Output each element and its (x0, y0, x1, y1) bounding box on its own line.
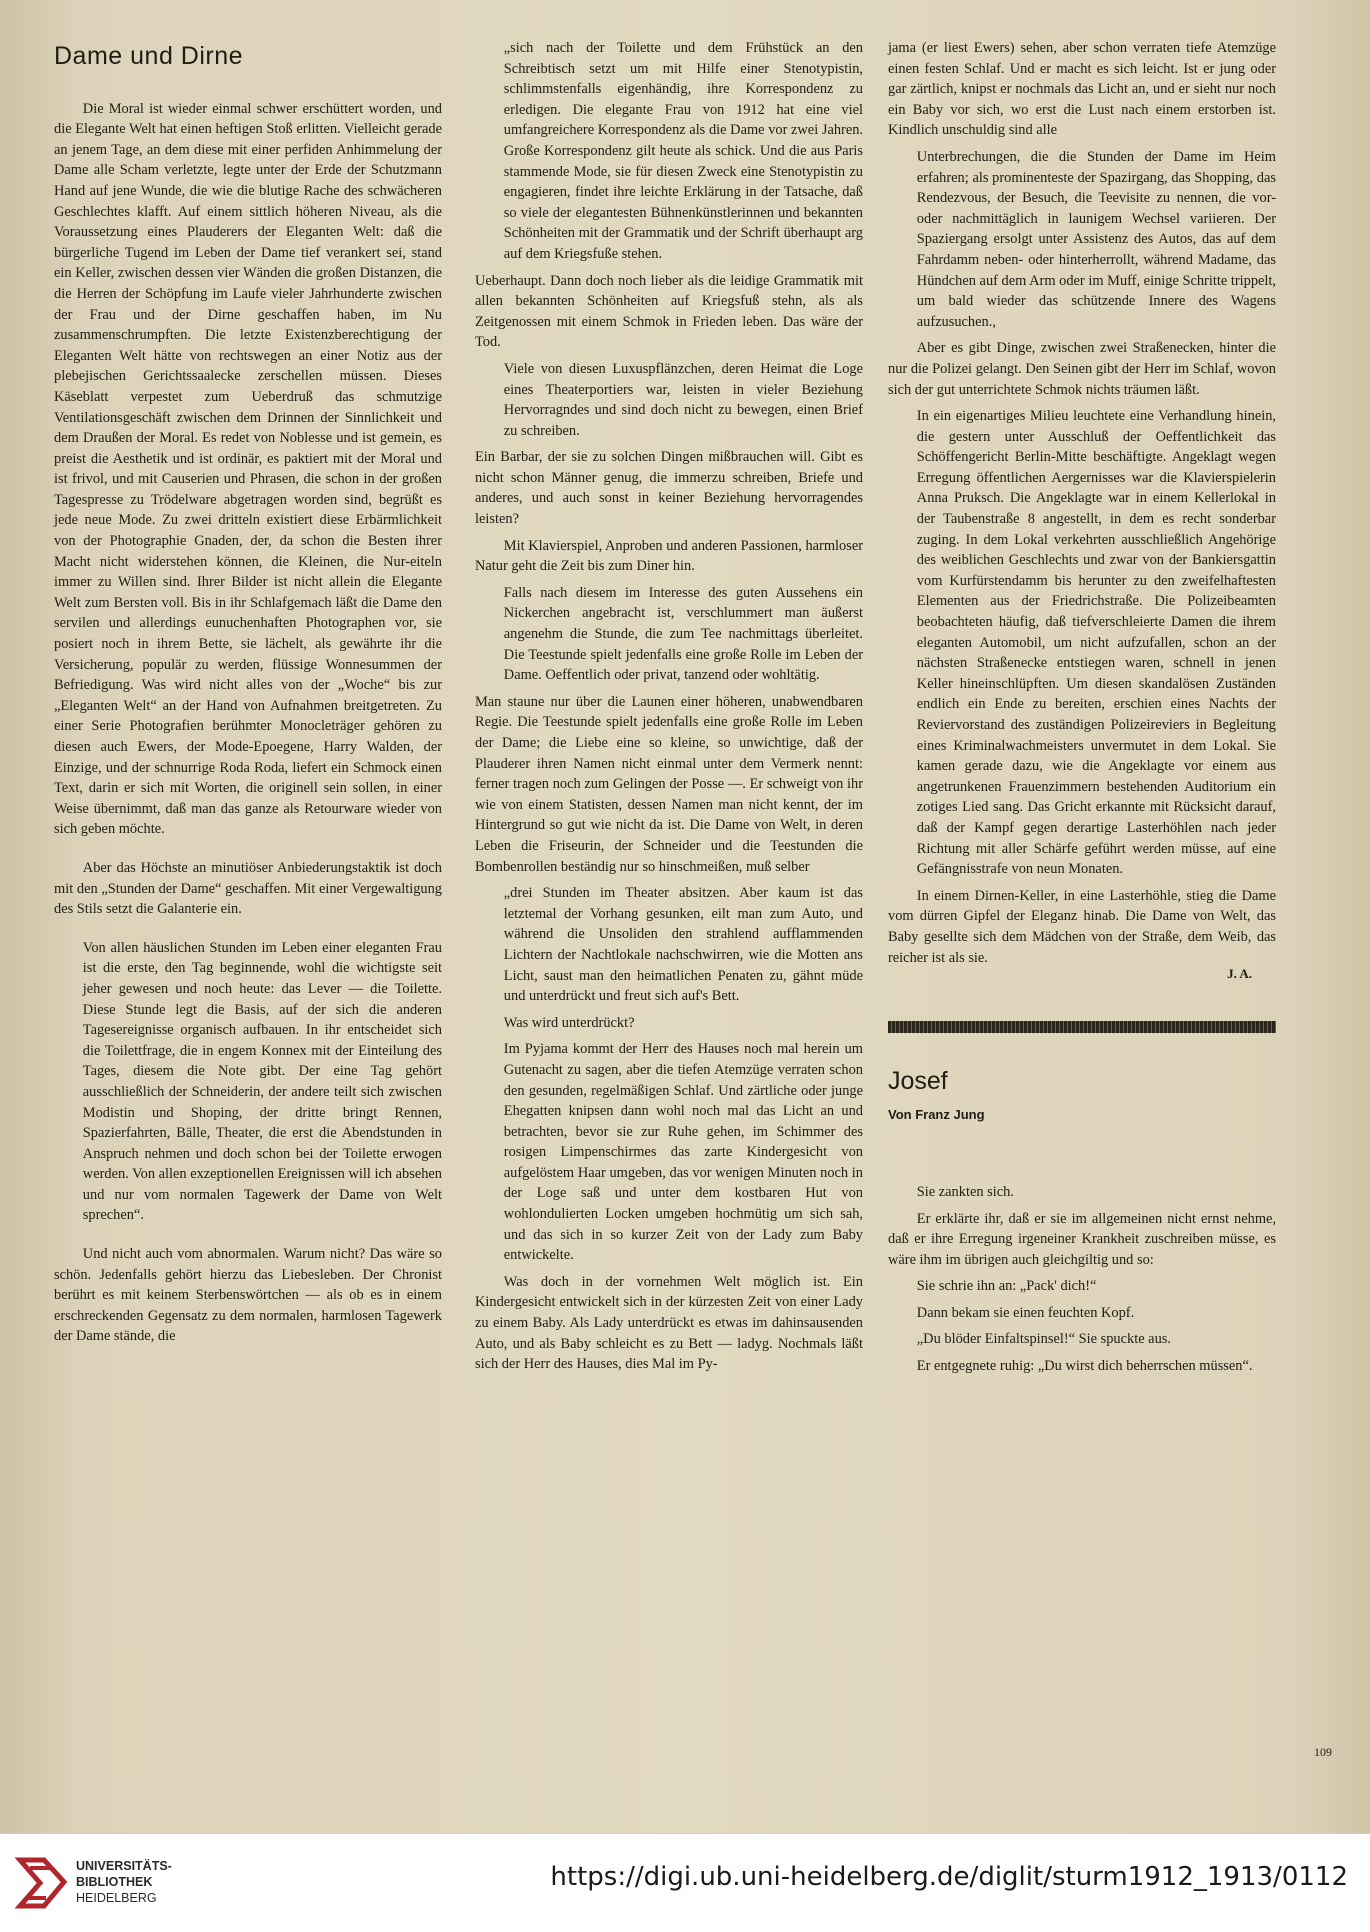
quote-paragraph: Von allen häuslichen Stunden im Leben einer eleganten Frau ist die erste, den Tag beginnende, wohl die wichtigste seit jeher gewesen und noch heute: das Lever — die Toilette. Diese Stunde legt die Basis, auf der sich die anderen Tagesereignisse organisch aufbauen. In ihr entscheidet sich die Toilettfrage, die in engem Konnex mit der Einteilung des Tages, diesem die Note gibt. Der eine Tag gehört ausschließlich der Schneiderin, der andere teilt sich zwischen Modistin und Shoping, der dritte bringt Rennen, Spazierfahrten, Bälle, Theater, die erst die Abendstunden in Anspruch nehmen und doch schon bei der Toilette erwogen werden. Von allen exzeptionellen Ereignissen will ich absehen und nur vom normalen Tagewerk der Dame von Welt sprechen“. (82, 939, 442, 1224)
quote-paragraph: Im Pyjama kommt der Herr des Hauses noch mal herein um Gutenacht zu sagen, aber die tiefen Atemzüge verraten schon den gesunden, regelmäßigen Schlaf. Und zärtliche oder junge Ehegatten knipsen dann wohl noch mal das Licht an und betrachten, bevor sie zur Ruhe gehen, im Schimmer des rosigen Limpenschirmes das zarte Kindergesicht von aufgelöstem Haar umgeben, das vor wenigen Minuten noch in der Loge saß und unter dem kostbaren Hut von wohlondulierten Locken umgeben hochmütig um sich sah, und das sich in so kurzer Zeit von der Lady zum Baby entwickelte. (503, 1041, 863, 1264)
quote-paragraph: „drei Stunden im Theater absitzen. Aber kaum ist das letztemal der Vorhang gesunken, eilt man zum Auto, und während die Unsoliden den strahlend aufflammenden Lichtern der Nachtlokale nachschwirren, wie die Motten ans Licht, saust man den heimatlichen Penaten zu, gähnt müde und unterdrückt und freut sich auf's Bett. (503, 885, 863, 1005)
column-2 (475, 38, 863, 1381)
paragraph: Sie schrie ihn an: „Pack' dich!“ (916, 1278, 1097, 1295)
paragraph: Die Moral ist wieder einmal schwer erschüttert worden, und die Elegante Welt hat einen heftigen Stoß erlitten. Vielleicht gerade an jenem Tage, an dem diese mit einer perfiden Anhimmelung der Dame alle Scham verletzte, legte unter der Erde der Schutzmann Hand auf jene Wunde, die wie die blutige Rache des schwächeren Geschlechtes klafft. Auf einem sittlich höheren Niveau, als die Voraussetzung eines Plauderers der Eleganten Welt: daß die bürgerliche Tugend im Leben der Dame tief verankert sei, stand ein Keller, zwischen dessen vier Wänden die großen Distanzen, die die Herren der Schöpfung im Laufe vieler Jahrhunderte zwischen der Frau und der Dirne geschaffen haben, im Nu zusammenschrumpften. Die letzte Existenzberechtigung der Eleganten Welt hätte von rechtswegen an einer Notiz aus der plebejischen Gerichtssaalecke zerschellen müssen. Dieses Käseblatt verpestet zum Ueberdruß das schmutzige Ventilationsgeschäft zwischen dem Drinnen der Sinnlichkeit und dem Draußen der Moral. Es redet von Noblesse und ist gemein, es preist die Aesthetik und ist ordinär, es paktiert mit der Moral und ist frivol, und mit Causerien und Phrasen, die schon in der großen Tagespresse zu Trödelware abgetragen worden sind, begrüßt es jede neue Mode. Zu zwei dritteln existiert diese Erbärmlichkeit von der Photographie Gnaden, der, da schon die Besten ihrer Macht nicht widerstehen können, die Kleinen, die Nur-eiteln immer zu Willen sind. Ihrer Bilder ist nicht allein die Elegante Welt zum Bersten voll. Bis in ihr Schlafgemach läßt die Dame den servilen und allerdings eunuchenhaften Photographen vor, sie posiert noch in ihrem Bette, sie lächelt, als gewährte ihr die Versicherung, populär zu werden, flüssige Wonnesummen der Befriedigung. Was wird nicht alles von der „Woche“ bis zur „Eleganten Welt“ an der Hand von Aufnahmen breitgetreten. Zu einer Serie Photografien berühmter Monocleträger gehören zu diesen auch Ewers, der Mode-Epoegene, Harry Walden, der Einzige, und der schnurrige Roda Roda, liefert ein Schmock einen Text, darin er sich mit Worten, die originell sein sollen, in einer Weise übernimmt, daß man das ganze als Retourware wieder von sich geben möchte. (54, 100, 442, 838)
byline: Von Franz Jung (888, 1107, 985, 1123)
paragraph: Sie zankten sich. (916, 1183, 1014, 1200)
paragraph: Er erklärte ihr, daß er sie im allgemeinen nicht ernst nehme, daß er ihre Erregung irgeneiner Krankheit zuschreiben müsse, es wäre ihm im übrigen auch gleichgiltig und so: (888, 1210, 1276, 1268)
quote-paragraph: In ein eigenartiges Milieu leuchtete eine Verhandlung hinein, die gestern unter Ausschluß der Oeffentlichkeit das Schöffengericht Berlin-Mitte beschäftigte. Angeklagt wegen Erregung öffentlichen Aergernisses war die Klavierspielerin Anna Pruksch. Die Angeklagte war in einem Kellerlokal in der Taubenstraße 8 angestellt, in dem es recht sonderbar zuging. In dem Lokal verkehrten ausschließlich Angehörige des weiblichen Geschlechts und zwar von der Bankiersgattin vom Kurfürstendamm bis herunter zu den zweifelhaftesten Elementen aus der Friedrichstraße. Die Polizeibeamten beobachteten häufig, daß tiefverschleierte Damen die ihrem eleganten Automobil, um nicht aufzufallen, schon an der nächsten Straßenecke entstiegen waren, schnell in jenen Keller hineinschlüpften. Um diesen skandalösen Zuständen endlich ein Ende zu bereiten, erschien eines Nachts der Reviervorstand des zuständigen Polizeireviers in Begleitung eines Kriminalwachmeisters unvermutet in dem Lokal. Sie kamen gerade dazu, wie die Angeklagte vor einem aus angetrunkenen Frauenzimmern bestehenden Auditorium ein zotiges Lied sang. Das Gricht erkannte mit Rücksicht darauf, daß der Kampf gegen derartige Lasterhöhlen nach jeder Richtung mit aller Schärfe geführt werden müsse, auf eine Gefängnisstrafe von neun Monaten. (916, 408, 1276, 878)
paragraph: In einem Dirnen-Keller, in eine Lasterhöhle, stieg die Dame vom dürren Gipfel der Eleganz hinab. Die Dame von Welt, das Baby gesellte sich dem Mädchen von der Straße, dem Weib, das reicher ist als sie. (888, 887, 1276, 966)
paragraph: Er entgegnete ruhig: „Du wirst dich beherrschen müssen“. (916, 1358, 1253, 1375)
quote-paragraph: Unterbrechungen, die die Stunden der Dame im Heim erfahren; als prominenteste der Spazirgang, das Shopping, das Rendezvous, der Besuch, die Teevisite zu nennen, die vor- oder nachmittäglich in launigem Wechsel variieren. Der Spaziergang ersolgt unter Assistenz des Autos, das auf dem Fahrdamm neben- oder hinterherrollt, während Madame, das Hündchen auf dem Arm oder im Muff, einige Schritte trippelt, um bald wieder das schützende Innere des Wagens aufzusuchen., (916, 148, 1276, 330)
viewer-footer (0, 1833, 1370, 1932)
column-3 (888, 38, 1276, 1383)
author-initials: J. A. (1227, 966, 1252, 982)
quote-paragraph: „sich nach der Toilette und dem Frühstück an den Schreibtisch setzt um mit Hilfe einer Stenotypistin, schlimmstenfalls eigenhändig, ihre Korrespondenz zu erledigen. Die elegante Frau von 1912 hat eine viel umfangreichere Korrespondenz als die Dame vor zwei Jahren. Große Korrespondenz gilt heute als schick. Und die aus Paris stammende Mode, sie für diesen Zweck eine Stenotypistin zu engagieren, findet ihre leichte Erklärung in der Tatsache, daß so viele der elegantesten Bühnenkünstlerinnen und bekannten Schönheiten mit der Grammatik und der Schrift überhaupt arg auf dem Kriegsfuße stehen. (503, 40, 863, 262)
paragraph: Ueberhaupt. Dann doch noch lieber als die leidige Grammatik mit allen bekannten Schönheiten auf Kriegsfuß stehn, als als Zeitgenossen mit einem Schmok in Frieden leben. Das wäre der Tod. (475, 272, 863, 351)
article-title: Josef (888, 1066, 948, 1095)
paragraph: „Du blöder Einfaltspinsel!“ Sie spuckte aus. (916, 1331, 1171, 1348)
divider-rule (888, 1021, 1276, 1033)
article-title: Dame und Dirne (54, 42, 244, 70)
paragraph: Man staune nur über die Launen einer höheren, unabwendbaren Regie. Die Teestunde spielt jedenfalls eine große Rolle im Leben der Dame; die Liebe eine so kleine, so unwichtige, daß der Plauderer ihren Namen nicht einmal unter dem Vermerk nennt: ferner tragen noch zum Gelingen der Posse —. Er schweigt von ihr wie von einem Statisten, dessen Namen man nicht kennt, der im Hintergrund so gut wie nicht da ist. Die Dame von Welt, in deren Leben die Friseurin, der Schneider und die Teestunden die Bombenrollen beständig nur so hinschmeißen, muß selber (475, 693, 863, 875)
paragraph: Dann bekam sie einen feuchten Kopf. (916, 1304, 1135, 1321)
quote-paragraph: Falls nach diesem im Interesse des guten Aussehens ein Nickerchen angebracht ist, verschlummert man äußerst angenehm die Stunde, die zum Tee nachmittags überleitet. Die Teestunde spielt jedenfalls eine große Rolle im Leben der Dame. Oeffentlich oder privat, tanzend oder wohltätig. (503, 584, 863, 684)
column-1 (54, 38, 442, 1365)
library-name: UNIVERSITÄTS- BIBLIOTHEK HEIDELBERG (76, 1859, 172, 1905)
paragraph: Ein Barbar, der sie zu solchen Dingen mißbrauchen will. Gibt es nicht schon Männer genug, die immerzu schreiben, Briefe und anderes, und auch sonst in keiner Beziehung hervorragendes leisten? (475, 449, 863, 528)
paragraph: Was doch in der vornehmen Welt möglich ist. Ein Kindergesicht entwickelt sich in der kürzesten Zeit von einer Lady zu einem Baby. Als Lady unterdrückt es etwas im dahinsausenden Auto, und als Baby schleicht es zu Bett — ladyg. Nochmals läßt sich der Herr des Hauses, dies Mal im Py- (475, 1273, 863, 1373)
page-url-link[interactable]: https://digi.ub.uni-heidelberg.de/diglit/sturm1912_1913/0112 (550, 1862, 1348, 1892)
paragraph: Aber das Höchste an minutiöser Anbiederungstaktik ist doch mit den „Stunden der Dame“ geschaffen. Mit einer Vergewaltigung des Stils setzt die Galanterie ein. (54, 859, 442, 918)
paragraph: Aber es gibt Dinge, zwischen zwei Straßenecken, hinter die nur die Polizei gelangt. Den Seinen gibt der Herr im Schlaf, wovon sich der gut unterrichtete Schmok nichts träumen läßt. (888, 340, 1276, 398)
paragraph: Und nicht auch vom abnormalen. Warum nicht? Das wäre so schön. Jedenfalls gehört hierzu das Liebesleben. Der Chronist berührt es mit keinem Sterbenswörtchen — als ob es in einem erschreckenden Gegensatz zu dem normalen, harmlosen Tagewerk der Dame stände, die (54, 1246, 442, 1345)
university-logo-icon[interactable] (14, 1852, 70, 1914)
quote-paragraph: Viele von diesen Luxuspflänzchen, deren Heimat die Loge eines Theaterportiers war, leisten in vieler Beziehung Hervorragndes und sind doch nicht zu bewegen, einen Brief zu schreiben. (503, 360, 863, 439)
paragraph: Mit Klavierspiel, Anproben und anderen Passionen, harmloser Natur geht die Zeit bis zum Diner hin. (475, 537, 863, 575)
paragraph: jama (er liest Ewers) sehen, aber schon verraten tiefe Atemzüge einen festen Schlaf. Und er macht es sich leicht. Ist er jung oder gar zärtlich, knipst er nochmals das Licht an, und er sieht nur noch ein Baby vor sich, wo erst die Lust nach einem erstorben ist. Kindlich unschuldig sind alle (888, 40, 1276, 139)
quote-paragraph: Was wird unterdrückt? (503, 1014, 635, 1031)
page-number: 109 (1314, 1745, 1332, 1759)
